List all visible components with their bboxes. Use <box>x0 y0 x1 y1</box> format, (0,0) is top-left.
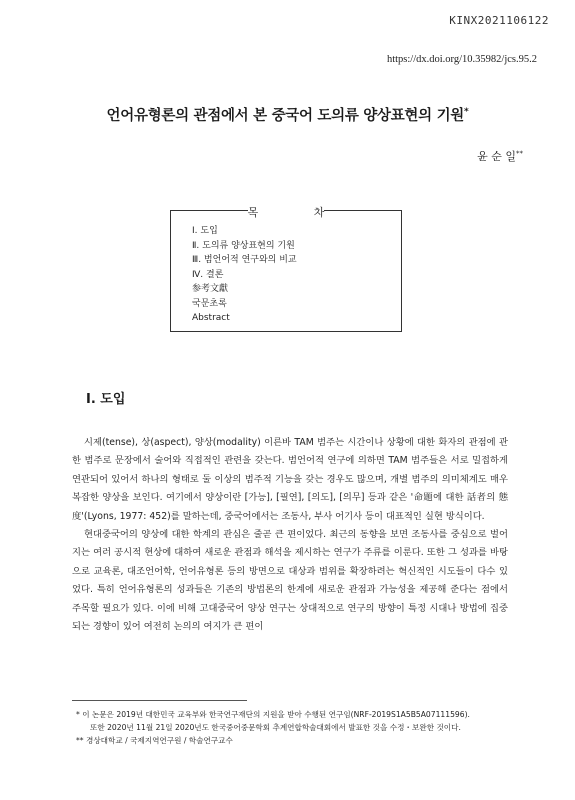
toc-border-right <box>401 210 402 332</box>
toc-item[interactable]: 参考文獻 <box>192 284 229 294</box>
toc-item[interactable]: 국문초록 <box>192 298 227 309</box>
toc-border-bottom <box>170 331 402 332</box>
document-id-watermark: KINX2021106122 <box>449 14 549 27</box>
footnote-continuation: 또한 2020년 11월 21일 2020년도 한국중어중문학회 추계연합학술대회에서 발표한 것을 수정・보완한 것이다. <box>90 723 461 732</box>
paragraph: 현대중국어의 양상에 대한 학계의 관심은 줄곧 큰 편이었다. 최근의 동향을 보면 조동사를 중심으로 벌어지는 여러 공시적 현상에 대하여 새로운 관점과 해석을 제시하는 연구가 주류를 이룬다. 또한 그 성과를 바탕으로 교육론, 대조언어학, 언어유형론 등의 방면으로 대상과 범위를 확장하려는 혁신적인 시도들이 다수 있었다. 특히 언어유형론의 성과들은 기존의 방법론의 한계에 새로운 관점과 가능성을 제공해 준다는 점에서 주목할 필요가 있다. 이에 비해 고대중국어 양상 연구는 상대적으로 연구의 방향이 특정 시대나 방법에 집중되는 경향이 있어 여전히 논의의 여지가 큰 편이 <box>72 529 508 633</box>
doi-link[interactable]: https://dx.doi.org/10.35982/jcs.95.2 <box>386 54 537 65</box>
title-footnote-mark: * <box>464 107 469 118</box>
section-heading: Ⅰ. 도입 <box>86 392 126 407</box>
table-of-contents <box>170 204 402 332</box>
paper-title-text: 언어유형론의 관점에서 본 중국어 도의류 양상표현의 기원 <box>106 108 465 124</box>
footnotes <box>76 708 516 747</box>
footnote-divider <box>72 700 247 701</box>
paragraph: 시제(tense), 상(aspect), 양상(modality) 이른바 TAM 범주는 시간이나 상황에 대한 화자의 관점에 관한 범주로 문장에서 술어와 직접적인 관련을 갖는다. 범언어적 연구에 의하면 TAM 범주들은 서로 밀접하게 연관되어 있어서 하나의 형태로 둘 이상의 범주적 기능을 갖는 경우도 많으며, 개별 범주의 의미체계도 매우 복잡한 양상을 보인다. 여기에서 양상이란 [가능], [필연], [의도], [의무] 등과 같은 '命題에 대한 話者의 態度'(Lyons, 1977: 452)를 말하는데, 중국어에서는 조동사, 부사 어기사 등이 대표적인 실현 방식이다. <box>72 437 508 522</box>
footnote: ** 경상대학교 / 국제지역연구원 / 학술연구교수 <box>76 736 233 745</box>
toc-item[interactable]: Ⅲ. 범언어적 연구와의 비교 <box>192 255 297 265</box>
author-footnote-mark: ** <box>516 149 523 158</box>
author-name <box>477 148 523 164</box>
body-text <box>72 434 508 636</box>
toc-item[interactable]: Ⅰ. 도입 <box>192 226 218 236</box>
toc-item[interactable]: Ⅳ. 결론 <box>192 269 224 280</box>
toc-border-left <box>170 210 171 332</box>
toc-item[interactable]: Ⅱ. 도의류 양상표현의 기원 <box>192 240 295 251</box>
toc-heading: 목 차 <box>247 206 351 219</box>
toc-item[interactable]: Abstract <box>192 313 230 323</box>
toc-list <box>192 224 297 326</box>
author-name-text: 윤 순 일 <box>477 150 516 163</box>
footnote: * 이 논문은 2019년 대한민국 교육부와 한국연구재단의 지원을 받아 수행된 연구임(NRF-2019S1A5B5A07111596). <box>76 710 470 719</box>
paper-title <box>0 104 575 125</box>
